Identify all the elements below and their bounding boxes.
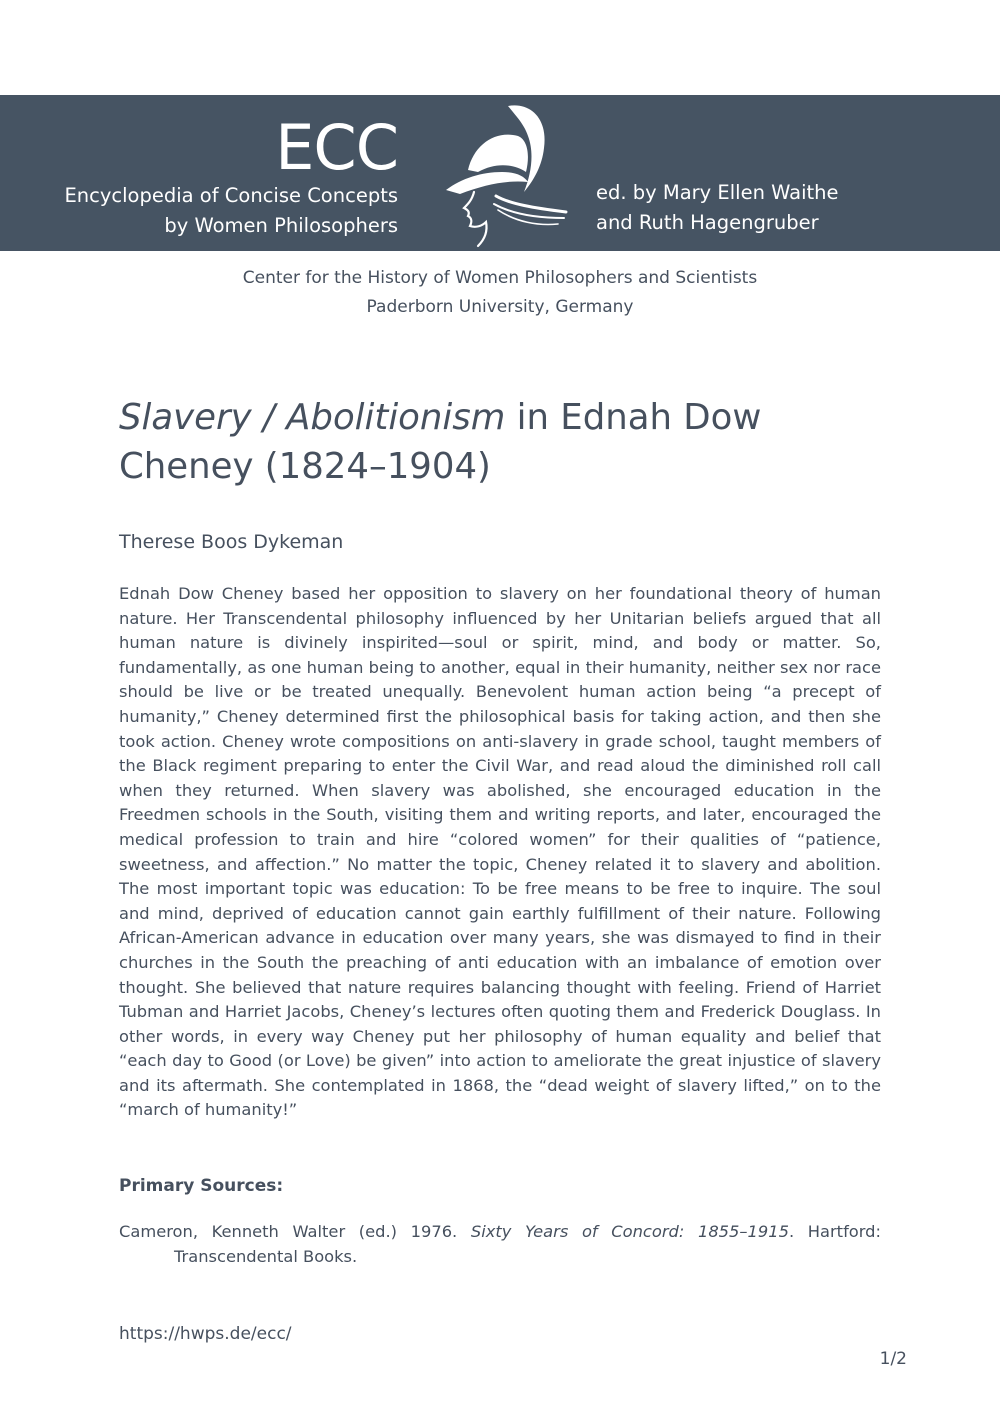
institution-info: [0, 264, 1000, 322]
source-entry-suffix: . Hartford: Transcendental Books.: [174, 1222, 881, 1266]
primary-sources-heading: Primary Sources:: [119, 1176, 284, 1196]
institution-line2: Paderborn University, Germany: [366, 297, 634, 317]
article-body: Ednah Dow Cheney based her opposition to slavery on her foundational theory of human nature. Her Transcendental philosophy influenced by her Unitarian beliefs argued that all human nature is divinely inspirited—soul or spirit, mind, and body or matter. So, fundamentally, as one human being to another, equal in their humanity, neither sex nor race should be live or be treated unequally. Benevolent human action being “a precept of humanity,” Cheney determined first the philosophical basis for taking action, and then she took action. Cheney wrote compositions on anti-slavery in grade school, taught members of the Black regiment preparing to enter the Civil War, and read aloud the diminished roll call when they returned. When slavery was abolished, she encouraged education in the Freedmen schools in the South, visiting them and writing reports, and later, encouraged the medical profession to train and hire “colored women” for their qualities of “patience, sweetness, and affection.” No matter the topic, Cheney related it to slavery and abolition. The most important topic was education: To be free means to be free to inquire. The soul and mind, deprived of education cannot gain earthly fulfillment of their nature. Following African-American advance in education over many years, she was dismayed to find in their churches in the South the preaching of anti education with an imbalance of emotion over thought. She believed that nature requires balancing thought with feeling. Friend of Harriet Tubman and Harriet Jacobs, Cheney’s lectures often quoting them and Frederick Douglass. In other words, in every way Cheney put her philosophy of human equality and belief that “each day to Good (or Love) be given” into action to ameliorate the great injustice of slavery and its aftermath. She contemplated in 1868, the “dead weight of slavery lifted,” on to the “march of humanity!”: [119, 584, 881, 1120]
source-entry-title: Sixty Years of Concord: 1855–1915: [470, 1222, 789, 1241]
footer-url: https://hwps.de/ecc/: [119, 1324, 292, 1344]
banner-title-block: [64, 111, 398, 241]
source-entry: [119, 1219, 881, 1269]
page-number: 1/2: [879, 1349, 907, 1369]
editors-line2: and Ruth Hagengruber: [596, 211, 819, 234]
article-title-rest: in Ednah Dow Cheney (1824–1904): [119, 397, 762, 487]
editors-line1: ed. by Mary Ellen Waithe: [596, 181, 839, 204]
ecc-logo-text: ECC: [275, 111, 398, 184]
article-title-italic: Slavery / Abolitionism: [119, 397, 506, 438]
source-entry-prefix: Cameron, Kenneth Walter (ed.) 1976.: [119, 1222, 471, 1241]
article-title: [119, 393, 889, 491]
editors-block: [596, 178, 839, 238]
encyclopedia-title-line1: Encyclopedia of Concise Concepts: [64, 184, 398, 207]
encyclopedia-title-line2: by Women Philosophers: [164, 214, 398, 237]
helmeted-head-icon: [438, 100, 570, 248]
article-author: Therese Boos Dykeman: [119, 531, 344, 553]
institution-line1: Center for the History of Women Philosophers and Scientists: [242, 268, 758, 288]
header-banner: [0, 95, 1000, 251]
